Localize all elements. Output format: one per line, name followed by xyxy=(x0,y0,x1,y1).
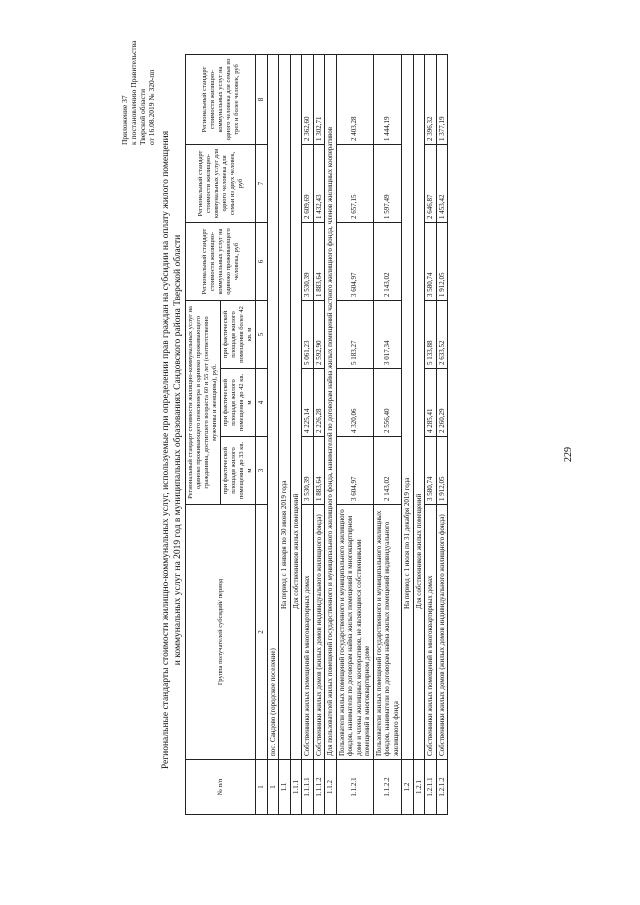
value-cell: 1 453,42 xyxy=(436,144,448,222)
value-cell: 2 260,29 xyxy=(436,369,448,437)
row-number: 1.1 xyxy=(279,760,291,815)
colnum: 7 xyxy=(256,144,268,222)
title-line-2: и коммунальных услуг на 2019 год в муниципальных образованиях Сандовского района Тверской области xyxy=(173,234,183,666)
value-cell: 3 530,39 xyxy=(302,222,314,300)
colnum: 1 xyxy=(256,760,268,815)
value-cell: 3 530,39 xyxy=(302,437,314,505)
table-row xyxy=(373,54,402,814)
colnum: 4 xyxy=(256,369,268,437)
table-row xyxy=(325,54,337,814)
header-area-42-plus: при фактической площади жилого помещения более 42 кв. м xyxy=(221,300,256,368)
value-cell: 1 444,19 xyxy=(373,54,402,144)
table-row xyxy=(336,54,373,814)
value-cell: 2 633,52 xyxy=(436,300,448,368)
value-cell: 3 580,74 xyxy=(425,437,437,505)
table-row xyxy=(436,54,448,814)
appendix-line: от 16.08.2019 № 320-пп xyxy=(147,69,156,145)
header-pensioner: Региональный стандарт стоимости жилищно-коммунальных услуг на одиноко проживающего пенсионера и одиноко проживающего гражданина, достигшего возраста 60 и 55 лет (соответственно мужчины и женщины), руб. xyxy=(186,300,221,504)
header-area-42: при фактической площади жилого помещения до 42 кв. м xyxy=(221,369,256,437)
value-cell: 5 133,88 xyxy=(425,300,437,368)
value-cell: 3 017,34 xyxy=(373,300,402,368)
header-family-two: Региональный стандарт стоимости жилищно-коммунальных услуг для одного человека для семьи из двух человек, руб xyxy=(186,144,256,222)
row-number: 1.1.1.1 xyxy=(302,760,314,815)
row-number: 1.1.2.2 xyxy=(373,760,402,815)
value-cell: 2 143,02 xyxy=(373,222,402,300)
table-row xyxy=(313,54,325,814)
table-row xyxy=(402,54,414,814)
row-number: 1 xyxy=(267,760,279,815)
row-number: 1.1.1 xyxy=(290,760,302,815)
header-group: Группа получателей субсидий/ период xyxy=(186,505,256,760)
appendix-line: Тверской области xyxy=(138,88,147,145)
row-label: Собственники жилых помещений в многоквартирных домах xyxy=(302,505,314,760)
appendix-block xyxy=(120,0,156,145)
value-cell: 2 646,87 xyxy=(425,144,437,222)
value-cell: 1 912,05 xyxy=(436,437,448,505)
title-line-1: Региональные стандарты стоимости жилищно-коммунальных услуг, используемые при определении прав граждан на субсидии на оплату жилого помещения xyxy=(161,130,171,770)
row-label: Собственники жилых домов (жилых домов индивидуального жилищного фонда) xyxy=(436,505,448,760)
page-number: 229 xyxy=(563,447,574,462)
column-numbers-row xyxy=(256,54,268,814)
table-row xyxy=(425,54,437,814)
row-label: Пользователи жилых помещений государственного и муниципального жилищных фондов, наниматели по договорам найма жилых помещений индивидуального жилищного фонда xyxy=(373,505,402,760)
document-title xyxy=(160,85,184,815)
row-number: 1.2.1.2 xyxy=(436,760,448,815)
value-cell: 2 403,28 xyxy=(336,54,373,144)
colnum: 2 xyxy=(256,505,268,760)
value-cell: 1 302,71 xyxy=(313,54,325,144)
value-cell: 2 592,90 xyxy=(313,300,325,368)
standards-table xyxy=(185,54,448,815)
table-row xyxy=(279,54,291,814)
row-number: 1.1.2 xyxy=(325,760,337,815)
settlement-label: пос. Сандово (городское поселение) xyxy=(267,54,279,759)
value-cell: 4 285,41 xyxy=(425,369,437,437)
value-cell: 2 362,60 xyxy=(302,54,314,144)
value-cell: 2 226,28 xyxy=(313,369,325,437)
appendix-line: Приложение 37 xyxy=(120,95,129,145)
table-row xyxy=(302,54,314,814)
colnum: 5 xyxy=(256,300,268,368)
value-cell: 2 609,69 xyxy=(302,144,314,222)
value-cell: 2 657,15 xyxy=(336,144,373,222)
table-row xyxy=(267,54,279,814)
value-cell: 1 597,49 xyxy=(373,144,402,222)
group-label: Для собственников жилых помещений xyxy=(413,54,425,759)
row-number: 1.1.2.1 xyxy=(336,760,373,815)
value-cell: 3 580,74 xyxy=(425,222,437,300)
row-label: Собственники жилых помещений в многоквартирных домах xyxy=(425,505,437,760)
row-number: 1.2.1 xyxy=(413,760,425,815)
colnum: 8 xyxy=(256,54,268,144)
value-cell: 3 604,97 xyxy=(336,222,373,300)
header-row xyxy=(186,54,221,814)
value-cell: 2 556,40 xyxy=(373,369,402,437)
value-cell: 1 377,19 xyxy=(436,54,448,144)
value-cell: 2 396,32 xyxy=(425,54,437,144)
value-cell: 1 883,64 xyxy=(313,222,325,300)
row-number: 1.2 xyxy=(402,760,414,815)
colnum: 6 xyxy=(256,222,268,300)
value-cell: 2 143,02 xyxy=(373,437,402,505)
group-label: Для пользователей жилых помещений государственного и муниципального жилищного фонда, нанимателей по договорам найма жилых помещений частного жилищного фонда, членов жилищных кооперативов xyxy=(325,54,337,759)
row-label: Пользователи жилых помещений государственного и муниципального жилищного фондов, наниматели по договорам найма жилых помещений в многоквартирном доме и члены жилищных кооперативов, не являющиеся собственниками помещений в многоквартирном доме xyxy=(336,505,373,760)
row-label: Собственники жилых домов (жилых домов индивидуального жилищного фонда) xyxy=(313,505,325,760)
header-num: № п/п xyxy=(186,760,256,815)
group-label: Для собственников жилых помещений xyxy=(290,54,302,759)
period-label: На период с 1 января по 30 июня 2019 года xyxy=(279,54,291,759)
value-cell: 4 225,14 xyxy=(302,369,314,437)
period-label: На период с 1 июля по 31 декабря 2019 года xyxy=(402,54,414,759)
row-number: 1.1.1.2 xyxy=(313,760,325,815)
value-cell: 1 432,43 xyxy=(313,144,325,222)
value-cell: 1 883,64 xyxy=(313,437,325,505)
table-row xyxy=(413,54,425,814)
table-row xyxy=(290,54,302,814)
header-family-three: Региональный стандарт стоимости жилищно-коммунальных услуг на одного человека для семьи из трех и более человек, руб xyxy=(186,54,256,144)
header-one-person: Региональный стандарт стоимости жилищно-коммунальных услуг на одиноко проживающего человека, руб xyxy=(186,222,256,300)
appendix-line: к постановлению Правительства xyxy=(129,40,138,145)
value-cell: 5 183,27 xyxy=(336,300,373,368)
value-cell: 4 320,06 xyxy=(336,369,373,437)
header-area-33: при фактической площади жилого помещения до 33 кв. м xyxy=(221,437,256,505)
colnum: 3 xyxy=(256,437,268,505)
value-cell: 1 912,05 xyxy=(436,222,448,300)
value-cell: 3 604,97 xyxy=(336,437,373,505)
value-cell: 5 061,23 xyxy=(302,300,314,368)
row-number: 1.2.1.1 xyxy=(425,760,437,815)
